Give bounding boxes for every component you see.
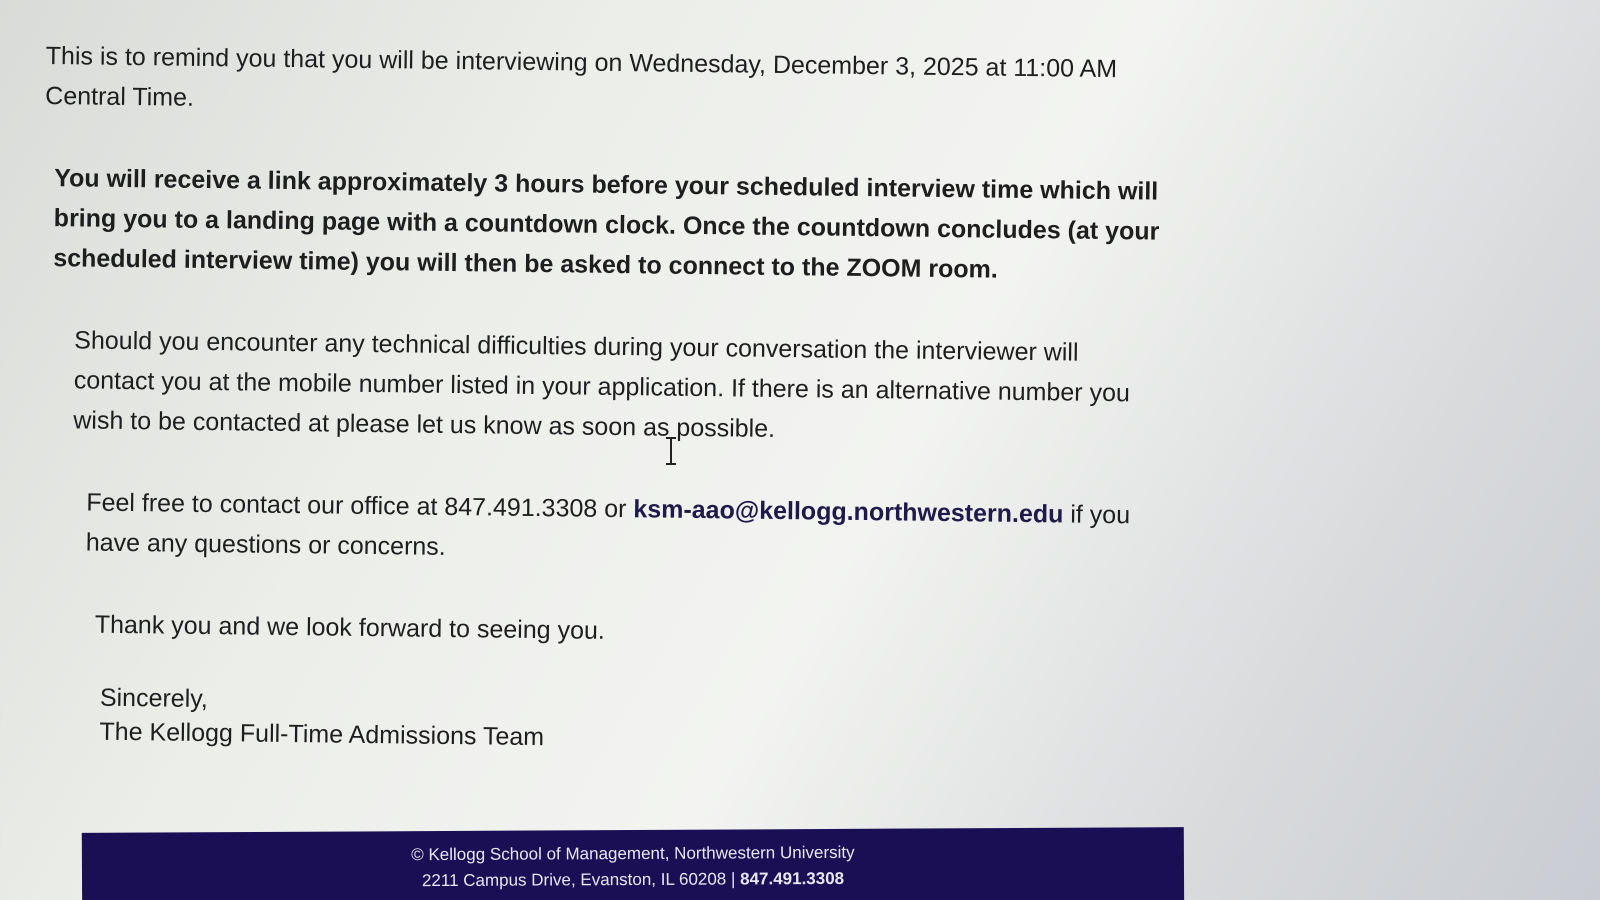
footer-phone[interactable]: 847.491.3308 [740, 868, 845, 889]
email-footer [82, 827, 1184, 900]
text-cursor-icon [664, 436, 678, 466]
signature-text: The Kellogg Full-Time Admissions Team [99, 717, 545, 752]
contact-text-prefix: Feel free to contact our office at 847.491.3308 or [86, 488, 634, 524]
footer-copyright: © Kellogg School of Management, Northwestern University [411, 842, 855, 865]
signoff-block [99, 681, 1158, 762]
email-body [37, 36, 1166, 762]
signoff-text: Sincerely, [99, 683, 209, 714]
technical-difficulties-paragraph: Should you encounter any technical difficulties during your conversation the interviewer will contact you at the mobile number listed in your application. If there is an alternative number you wish to be contacted at please let us know as soon as possible. [73, 326, 1131, 443]
link-info-paragraph: You will receive a link approximately 3 hours before your scheduled interview time which will bring you to a landing page with a countdown clock. Once the countdown concludes (at your scheduled interview time) you will then be asked to connect to the ZOOM room. [53, 164, 1160, 284]
contact-paragraph [86, 483, 1161, 576]
footer-address: 2211 Campus Drive, Evanston, IL 60208 | [421, 869, 741, 891]
email-link[interactable]: ksm-aao@kellogg.northwestern.edu [633, 495, 1064, 529]
contact-text-suffix: if you have any questions or concerns. [85, 500, 1131, 561]
reminder-paragraph: This is to remind you that you will be interviewing on Wednesday, December 3, 2025 at 11:00 AM Central Time. [45, 41, 1118, 112]
thank-you-paragraph: Thank you and we look forward to seeing you. [94, 610, 605, 645]
footer-address-line [82, 867, 1184, 893]
